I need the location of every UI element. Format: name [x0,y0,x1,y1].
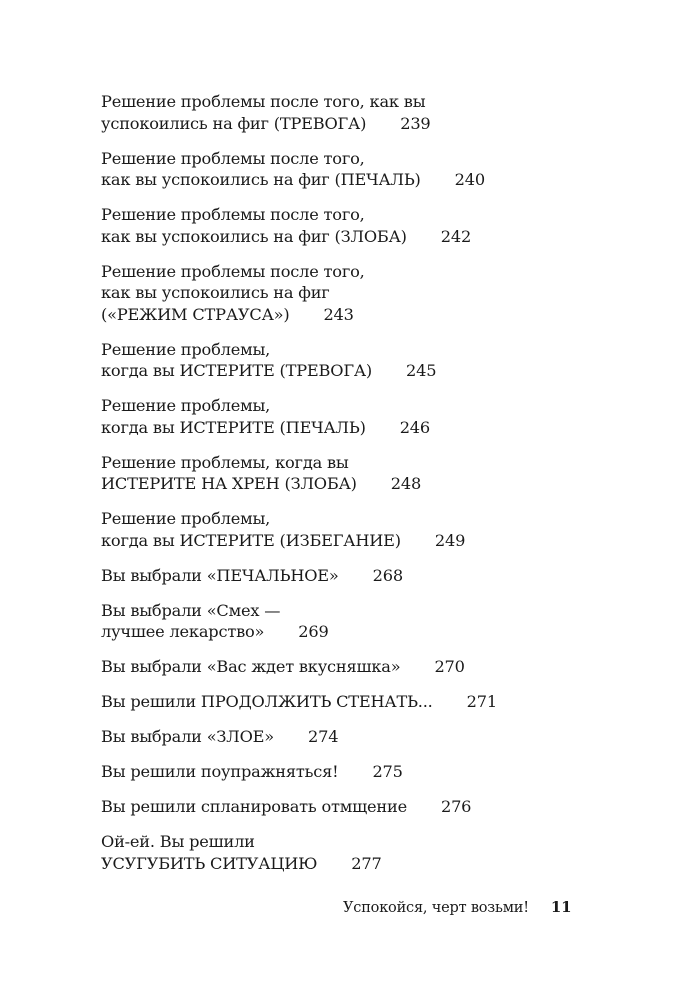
toc-entry-text-line: Вы выбрали «Смех — [101,600,281,620]
toc-entry-text-line [101,796,621,818]
toc-entry [101,148,621,191]
toc-entry-text-line [101,169,621,191]
toc-entry-title: («РЕЖИМ СТРАУСА») [101,304,290,324]
toc-entry-page-number: 249 [434,530,466,550]
toc-entry-title: как вы успокоились на фиг (ЗЛОБА) [101,226,407,246]
toc-entry-page-number: 276 [440,797,472,816]
toc-entry-page-number: 245 [406,361,437,380]
toc-entry-title: лучшее лекарство» [101,622,265,641]
toc-entry-text-line [101,621,621,643]
toc-entry-text-line [101,417,621,439]
page-number: 11 [550,898,572,916]
toc-entry [101,339,621,382]
toc-entry-text-line: Решение проблемы, [101,396,271,415]
toc-entry-title: как вы успокоились на фиг (ПЕЧАЛЬ) [101,170,421,189]
toc-entry-page-number: 240 [454,170,485,189]
toc-entry [101,565,621,587]
toc-entry-text-line [101,565,621,587]
toc-entry [101,726,621,748]
toc-entry [101,656,621,678]
toc-entry-title: успокоились на фиг (ТРЕВОГА) [101,113,367,133]
page-footer [343,898,571,916]
toc-entry-text-line [101,360,621,382]
toc-entry-title: Вы решили поупражняться! [101,762,339,781]
toc-entry-text-line [101,226,621,248]
toc-entry-text-line: как вы успокоились на фиг [101,283,330,302]
toc-entry [101,91,621,134]
toc-entry-text-line: Решение проблемы после того, [101,261,365,281]
toc-entry-text-line [101,853,621,875]
toc-entry-title: ИСТЕРИТЕ НА ХРЕН (ЗЛОБА) [101,474,357,493]
toc-entry [101,761,621,783]
toc-entry [101,395,621,438]
toc-entry-title: когда вы ИСТЕРИТЕ (ТРЕВОГА) [101,361,373,380]
toc-entry-title: Вы выбрали «Вас ждет вкусняшка» [101,657,401,676]
toc-entry-page-number: 270 [434,657,465,676]
toc-entry-text-line [101,691,621,713]
toc-entry-text-line [101,304,621,326]
toc-entry-title: когда вы ИСТЕРИТЕ (ПЕЧАЛЬ) [101,417,366,437]
toc-entry [101,831,621,874]
toc-entry-page-number: 274 [308,727,339,746]
toc-entry-page-number: 243 [323,304,354,324]
toc-entry-text-line: Решение проблемы после того, как вы [101,92,426,111]
toc-entry [101,796,621,818]
toc-entry-page-number: 271 [466,692,497,711]
toc-entry-text-line [101,656,621,678]
toc-entry-title: Вы выбрали «ПЕЧАЛЬНОЕ» [101,565,339,585]
toc-entry-title: Вы решили спланировать отмщение [101,797,407,816]
table-of-contents [101,91,621,888]
toc-entry-page-number: 248 [390,474,422,493]
toc-entry [101,691,621,713]
toc-entry-text-line [101,530,621,552]
toc-entry-page-number: 246 [399,417,430,437]
toc-entry [101,261,621,326]
running-title: Успокойся, черт возьми! [343,900,529,916]
toc-entry [101,204,621,247]
toc-entry-text-line [101,113,621,135]
toc-entry [101,600,621,643]
toc-entry-text-line [101,761,621,783]
toc-entry-text-line: Решение проблемы, [101,509,271,528]
toc-entry-page-number: 277 [351,853,382,873]
toc-entry-text-line: Решение проблемы после того, [101,205,365,224]
toc-entry-text-line: Решение проблемы, когда вы [101,452,349,472]
toc-entry-page-number: 239 [400,113,431,133]
toc-entry-title: Вы выбрали «ЗЛОЕ» [101,727,274,746]
toc-entry-text-line [101,473,621,495]
toc-entry-text-line: Решение проблемы, [101,339,271,359]
toc-entry-page-number: 242 [440,226,472,246]
toc-entry-title: когда вы ИСТЕРИТЕ (ИЗБЕГАНИЕ) [101,530,401,550]
toc-entry-page-number: 268 [372,565,403,585]
toc-entry-title: УСУГУБИТЬ СИТУАЦИЮ [101,853,318,873]
toc-entry-title: Вы решили ПРОДОЛЖИТЬ СТЕНАТЬ... [101,692,433,711]
toc-entry [101,452,621,495]
toc-entry-page-number: 275 [372,762,403,781]
toc-entry-text-line: Ой-ей. Вы решили [101,832,255,851]
toc-entry-text-line: Решение проблемы после того, [101,148,365,168]
toc-entry-page-number: 269 [298,622,329,641]
toc-entry [101,508,621,551]
toc-entry-text-line [101,726,621,748]
